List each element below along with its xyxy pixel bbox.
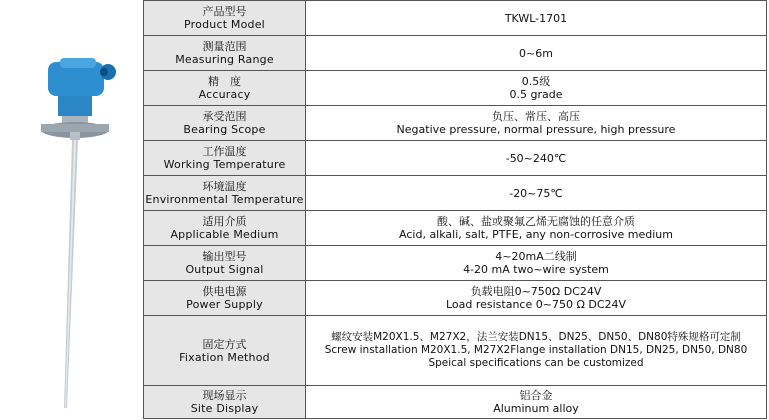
row-value [306,246,767,281]
label-en: Accuracy [198,88,251,101]
value-line: 负载电阻0~750Ω DC24V [470,285,602,298]
label-en: Bearing Scope [183,123,266,136]
table-row [144,71,767,106]
label-zh: 供电电源 [202,285,247,298]
table-row [144,281,767,316]
row-label [144,211,306,246]
row-label [144,386,306,419]
row-value [306,36,767,71]
row-label [144,316,306,386]
table-row [144,211,767,246]
table-row [144,316,767,386]
label-zh: 测量范围 [202,40,247,53]
value-line: -50~240℃ [505,151,567,165]
value-line: -20~75℃ [509,186,563,200]
label-en: Environmental Temperature [145,193,304,206]
table-row [144,386,767,419]
value-line: 4~20mA二线制 [495,250,577,263]
table-row [144,246,767,281]
label-zh: 适用介质 [202,215,247,228]
row-value [306,106,767,141]
label-en: Output Signal [185,263,264,276]
row-label [144,176,306,211]
value-line: 螺纹安装M20X1.5、M27X2，法兰安装DN15、DN25、DN50、DN80特殊规格可定制 [331,331,741,343]
label-zh: 精 度 [208,75,241,88]
value-line: 0.5 grade [509,88,563,101]
table-row [144,1,767,36]
value-line: 酸、碱、盐或聚氟乙烯无腐蚀的任意介质 [437,215,635,228]
table-row [144,36,767,71]
label-en: Applicable Medium [170,228,279,241]
product-image [0,0,142,420]
label-zh: 输出型号 [202,250,247,263]
row-label [144,281,306,316]
table-row [144,176,767,211]
label-zh: 工作温度 [202,145,247,158]
label-zh: 现场显示 [202,389,247,402]
label-en: Site Display [190,402,259,415]
row-value [306,71,767,106]
row-label [144,36,306,71]
row-value [306,386,767,419]
row-value [306,176,767,211]
label-en: Fixation Method [179,350,270,364]
table-row [144,141,767,176]
label-zh: 环境温度 [202,180,247,193]
value-line: 0~6m [519,46,553,60]
label-zh: 承受范围 [202,110,247,123]
value-line: 4-20 mA two~wire system [463,263,609,276]
row-label [144,106,306,141]
value-line: 0.5级 [521,75,551,88]
row-value [306,1,767,36]
label-en: Measuring Range [175,53,274,66]
row-label [144,71,306,106]
value-line: 负压、常压、高压 [492,110,580,123]
value-line: Speical specifications can be customized [428,357,644,369]
label-en: Power Supply [186,298,263,311]
value-line: Acid, alkali, salt, PTFE, any non-corrosive medium [399,228,673,241]
row-label [144,1,306,36]
value-line: TKWL-1701 [504,11,568,25]
table-row [144,106,767,141]
value-line: Screw installation M20X1.5, M27X2Flange installation DN15, DN25, DN50, DN80 [324,344,748,356]
value-line: Negative pressure, normal pressure, high pressure [396,123,676,136]
label-en: Product Model [184,18,265,31]
row-label [144,141,306,176]
row-label [144,246,306,281]
label-zh: 产品型号 [202,5,247,18]
value-line: 铝合金 [519,389,553,402]
row-value [306,316,767,386]
value-line: Load resistance 0~750 Ω DC24V [445,298,627,311]
row-value [306,141,767,176]
row-value [306,211,767,246]
row-value [306,281,767,316]
value-line: Aluminum alloy [493,402,579,415]
label-zh: 固定方式 [202,337,247,351]
label-en: Working Temperature [163,158,286,171]
spec-table [143,0,767,419]
